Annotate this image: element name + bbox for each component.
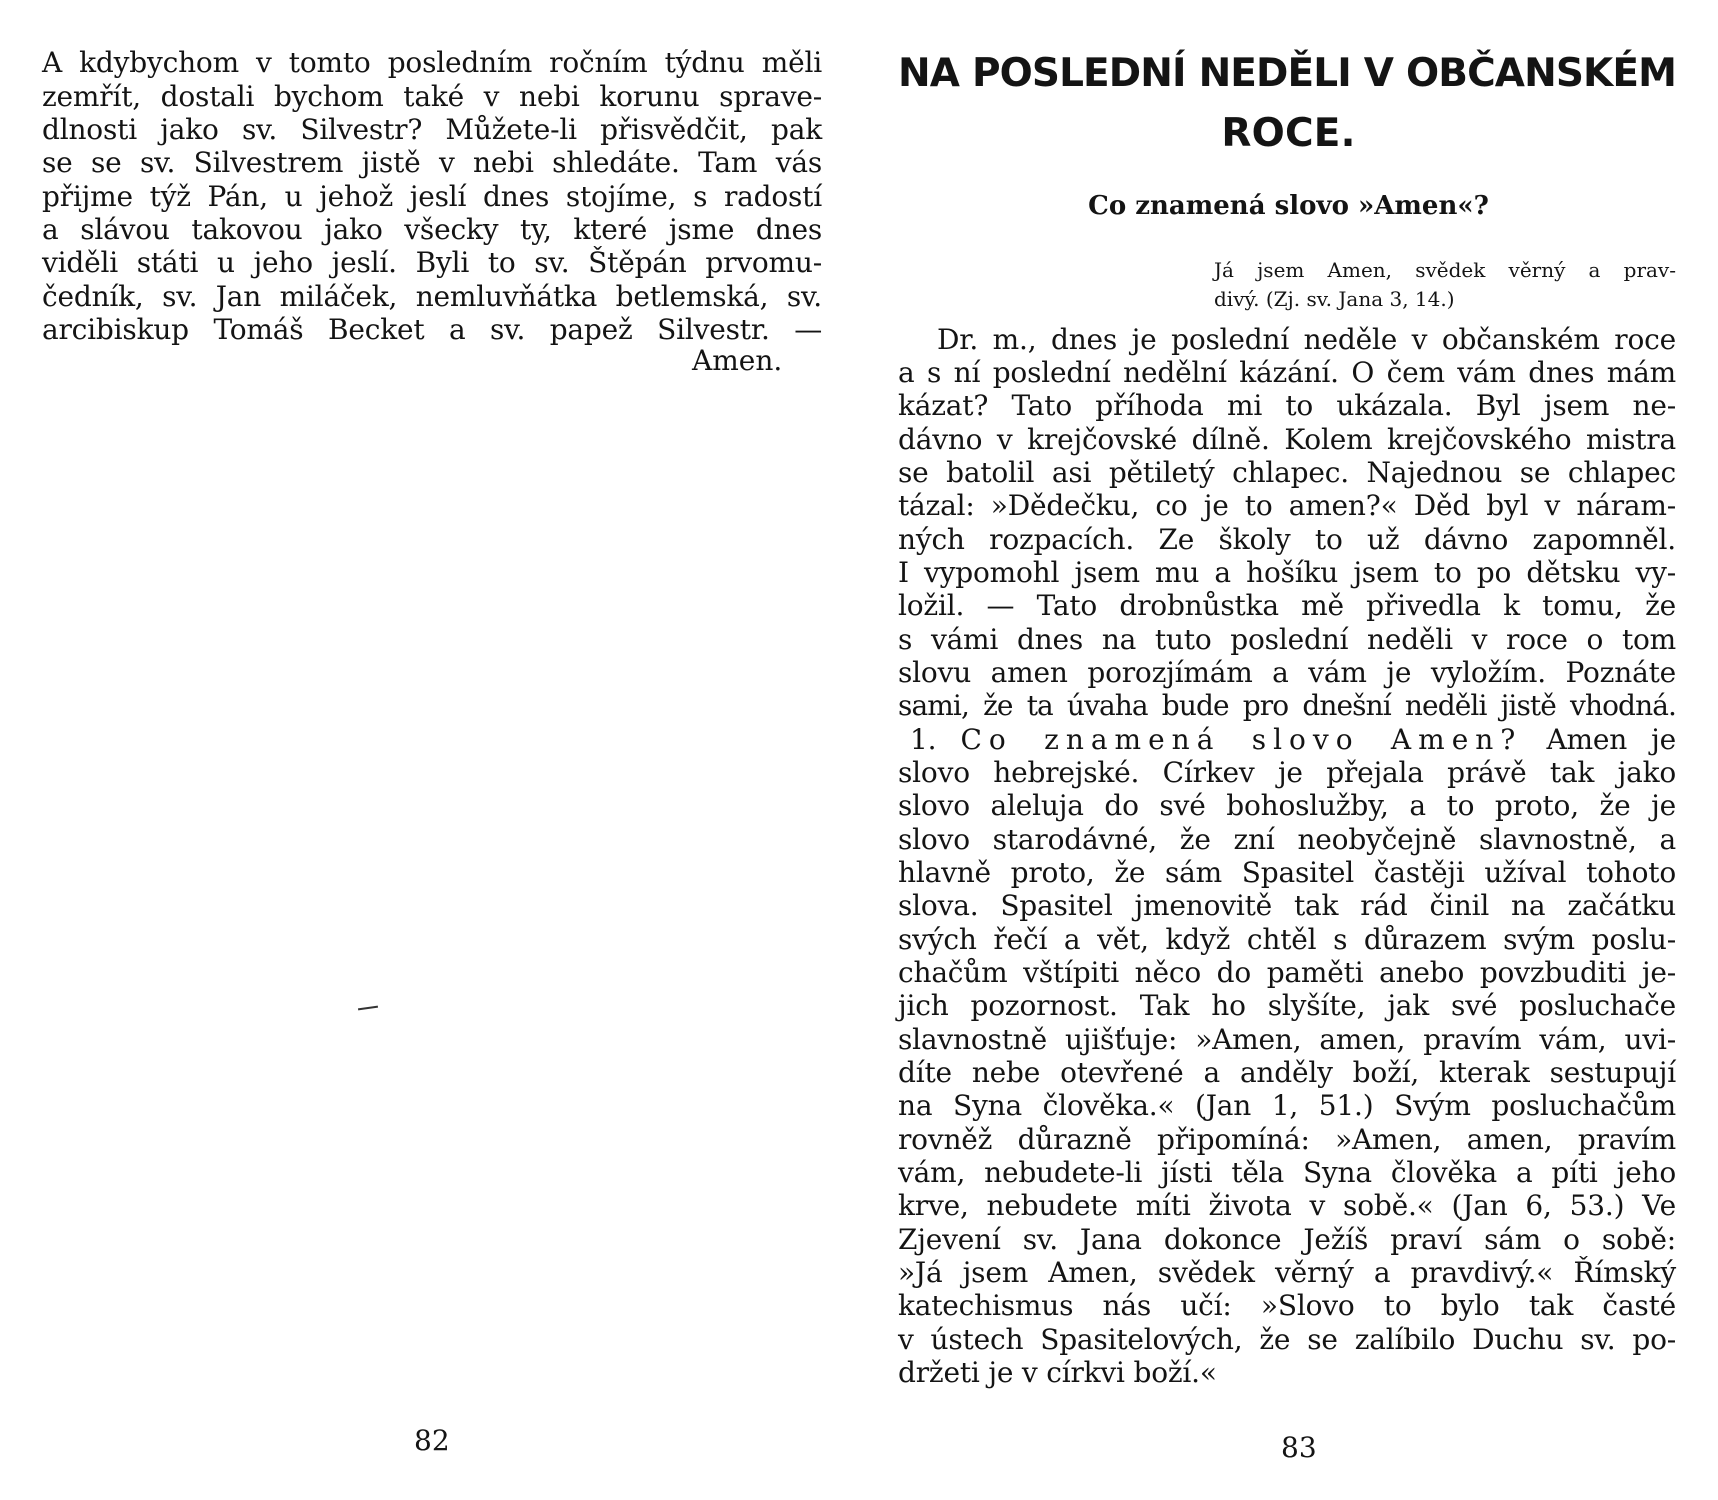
paragraph1-line: ných rozpacích. Ze školy to už dávno zapomněl. [898, 523, 1676, 556]
paragraph2-line: »Já jsem Amen, svědek věrný a pravdivý.« Římský [898, 1256, 1676, 1289]
page-number-right: 83 [1281, 1431, 1317, 1464]
paragraph2-line: Zjevení sv. Jana dokonce Ježíš praví sám o sobě: [898, 1223, 1676, 1256]
paragraph2-line: slovo hebrejské. Církev je přejala právě tak jako [898, 756, 1676, 789]
paragraph2-line: vám, nebudete-li jísti těla Syna člověka a píti jeho [898, 1156, 1676, 1189]
left-text-line: se se sv. Silvestrem jistě v nebi shledáte. Tam vás [42, 146, 822, 179]
paragraph1-line: dávno v krejčovské dílně. Kolem krejčovského mistra [898, 423, 1676, 456]
paragraph2-line: jich pozornost. Tak ho slyšíte, jak své posluchače [898, 989, 1676, 1022]
left-text-line: A kdybychom v tomto posledním ročním týdnu měli [42, 46, 822, 79]
paragraph1-line: ložil. — Tato drobnůstka mě přivedla k tomu, že [898, 589, 1676, 622]
paragraph1-line: slovu amen porozjímám a vám je vyložím. Poznáte [898, 656, 1676, 689]
left-text-line: přijme týž Pán, u jehož jeslí dnes stojíme, s radostí [42, 180, 822, 213]
paragraph1-line: a s ní poslední nedělní kázání. O čem vám dnes mám [898, 356, 1676, 389]
paragraph1-line: s vámi dnes na tuto poslední neděli v roce o tom [898, 623, 1676, 656]
sermon-title-line1: NA POSLEDNÍ NEDĚLI V OBČANSKÉM [898, 51, 1676, 96]
left-text-line: čedník, sv. Jan miláček, nemluvňátka betlemská, sv. [42, 280, 822, 313]
paragraph1-line: kázat? Tato příhoda mi to ukázala. Byl jsem ne- [898, 389, 1676, 422]
paragraph2-line: v ústech Spasitelových, že se zalíbilo Duchu sv. po- [898, 1323, 1676, 1356]
paragraph2-heading: Co znamená slovo Amen? [960, 723, 1523, 756]
paragraph2-line: na Syna člověka.« (Jan 1, 51.) Svým posluchačům [898, 1089, 1676, 1122]
left-text-line: dlnosti jako sv. Silvestr? Můžete-li přisvědčit, pak [42, 113, 822, 146]
paragraph2-line: katechismus nás učí: »Slovo to bylo tak časté [898, 1289, 1676, 1322]
paragraph2-last-line: držeti je v církvi boží.« [898, 1356, 1217, 1389]
paragraph2-first-line [910, 723, 1676, 756]
paragraph2-first-rest: Amen je [1546, 723, 1677, 756]
motto-line: divý. (Zj. sv. Jana 3, 14.) [1214, 287, 1455, 311]
page-number-left: 82 [414, 1424, 450, 1457]
left-text-line: arcibiskup Tomáš Becket a sv. papež Silvestr. — [42, 313, 822, 346]
paragraph2-line: svých řečí a vět, když chtěl s důrazem svým poslu- [898, 923, 1676, 956]
paragraph2-line: slovo aleluja do své bohoslužby, a to proto, že je [898, 789, 1676, 822]
right-page [859, 0, 1718, 1500]
paragraph1-line: tázal: »Dědečku, co je to amen?« Děd byl v náram- [898, 489, 1676, 522]
paragraph1-line: sami, že ta úvaha bude pro dnešní neděli jistě vhodná. [898, 689, 1676, 722]
sermon-title-line2: ROCE. [1221, 111, 1356, 156]
paragraph2-line: hlavně proto, že sám Spasitel častěji užíval tohoto [898, 856, 1676, 889]
paragraph1-line: Dr. m., dnes je poslední neděle v občanském roce [937, 323, 1676, 356]
paragraph2-line: slova. Spasitel jmenovitě tak rád činil na začátku [898, 889, 1676, 922]
paragraph1-line: se batolil asi pětiletý chlapec. Najednou se chlapec [898, 456, 1676, 489]
paragraph2-line: slavnostně ujišťuje: »Amen, amen, pravím vám, uvi- [898, 1023, 1676, 1056]
paragraph2-line: slovo starodávné, že zní neobyčejně slavnostně, a [898, 823, 1676, 856]
paragraph2-line: krve, nebudete míti života v sobě.« (Jan 6, 53.) Ve [898, 1189, 1676, 1222]
sermon-subtitle: Co znamená slovo »Amen«? [1088, 191, 1489, 221]
paragraph2-number: 1. [910, 723, 937, 756]
left-text-line: zemřít, dostali bychom také v nebi korunu sprave- [42, 80, 822, 113]
paragraph2-line: rovněž důrazně připomíná: »Amen, amen, pravím [898, 1123, 1676, 1156]
left-text-line: viděli státi u jeho jeslí. Byli to sv. Štěpán prvomu- [42, 246, 822, 279]
paragraph2-line: chačům vštípiti něco do paměti anebo povzbuditi je- [898, 956, 1676, 989]
closing-amen: Amen. [692, 344, 783, 377]
paragraph2-line: díte nebe otevřené a anděly boží, kterak sestupují [898, 1056, 1676, 1089]
print-mark [358, 1006, 378, 1011]
motto-line: Já jsem Amen, svědek věrný a prav- [1214, 258, 1676, 282]
left-text-line: a slávou takovou jako všecky ty, které jsme dnes [42, 213, 822, 246]
paragraph1-line: I vypomohl jsem mu a hošíku jsem to po dětsku vy- [898, 556, 1676, 589]
